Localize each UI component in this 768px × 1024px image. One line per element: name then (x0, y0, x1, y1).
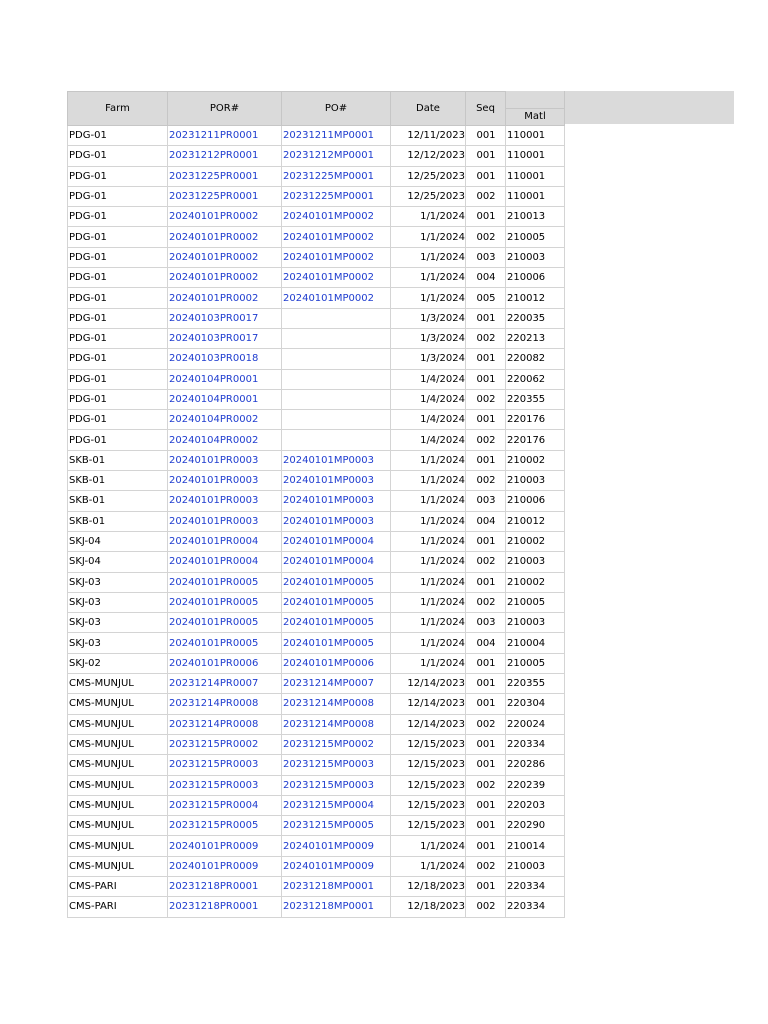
table-row (68, 146, 565, 166)
cell-farm: SKB-01 (68, 511, 168, 531)
table-row (68, 674, 565, 694)
cell-por[interactable]: 20231218PR0001 (168, 897, 282, 917)
cell-matl: 210003 (506, 552, 565, 572)
cell-matl: 210005 (506, 653, 565, 673)
report-table (67, 91, 565, 918)
cell-farm: SKB-01 (68, 450, 168, 470)
cell-farm: CMS-MUNJUL (68, 694, 168, 714)
cell-seq: 003 (466, 247, 506, 267)
cell-matl: 220355 (506, 389, 565, 409)
cell-date: 12/14/2023 (391, 674, 466, 694)
cell-date: 12/15/2023 (391, 775, 466, 795)
table-row (68, 531, 565, 551)
cell-matl: 210003 (506, 613, 565, 633)
cell-seq: 001 (466, 349, 506, 369)
cell-farm: PDG-01 (68, 288, 168, 308)
cell-farm: PDG-01 (68, 328, 168, 348)
cell-seq: 001 (466, 653, 506, 673)
cell-seq: 003 (466, 613, 506, 633)
cell-por[interactable]: 20240101PR0004 (168, 552, 282, 572)
cell-po[interactable]: 20240101MP0005 (282, 572, 391, 592)
table-row (68, 572, 565, 592)
cell-matl: 210002 (506, 531, 565, 551)
table-body (68, 126, 565, 918)
cell-date: 1/4/2024 (391, 389, 466, 409)
table-row (68, 714, 565, 734)
cell-po[interactable]: 20240101MP0002 (282, 288, 391, 308)
cell-date: 1/1/2024 (391, 653, 466, 673)
table-row (68, 369, 565, 389)
cell-farm: CMS-PARI (68, 876, 168, 896)
table-row (68, 186, 565, 206)
cell-date: 1/1/2024 (391, 247, 466, 267)
cell-date: 12/25/2023 (391, 186, 466, 206)
cell-matl: 220203 (506, 795, 565, 815)
cell-date: 1/1/2024 (391, 207, 466, 227)
cell-por[interactable]: 20240101PR0003 (168, 491, 282, 511)
cell-farm: CMS-MUNJUL (68, 836, 168, 856)
cell-po[interactable]: 20240101MP0006 (282, 653, 391, 673)
cell-farm: PDG-01 (68, 186, 168, 206)
cell-po[interactable]: 20240101MP0002 (282, 227, 391, 247)
cell-date: 12/15/2023 (391, 734, 466, 754)
cell-date: 12/18/2023 (391, 876, 466, 896)
cell-matl: 210005 (506, 227, 565, 247)
cell-seq: 005 (466, 288, 506, 308)
cell-matl: 220082 (506, 349, 565, 369)
cell-matl: 220334 (506, 897, 565, 917)
cell-date: 12/18/2023 (391, 897, 466, 917)
cell-po[interactable]: 20231215MP0005 (282, 816, 391, 836)
column-header-po[interactable]: PO# (282, 92, 391, 126)
cell-farm: SKJ-03 (68, 613, 168, 633)
table-row (68, 268, 565, 288)
cell-seq: 001 (466, 531, 506, 551)
cell-po[interactable]: 20231214MP0008 (282, 714, 391, 734)
column-header-por[interactable]: POR# (168, 92, 282, 126)
cell-por[interactable]: 20231225PR0001 (168, 186, 282, 206)
header-row (68, 92, 565, 126)
cell-seq: 002 (466, 186, 506, 206)
cell-seq: 004 (466, 511, 506, 531)
cell-matl: 220024 (506, 714, 565, 734)
cell-farm: SKB-01 (68, 471, 168, 491)
table-row (68, 328, 565, 348)
cell-por[interactable]: 20240101PR0005 (168, 613, 282, 633)
table-row (68, 410, 565, 430)
cell-por[interactable]: 20240104PR0002 (168, 430, 282, 450)
cell-seq: 001 (466, 674, 506, 694)
cell-farm: SKJ-03 (68, 633, 168, 653)
cell-por[interactable]: 20240101PR0002 (168, 288, 282, 308)
cell-farm: SKJ-02 (68, 653, 168, 673)
table-row (68, 471, 565, 491)
cell-seq: 001 (466, 369, 506, 389)
cell-por[interactable]: 20231214PR0008 (168, 694, 282, 714)
cell-date: 1/4/2024 (391, 430, 466, 450)
table-row (68, 734, 565, 754)
cell-date: 1/3/2024 (391, 308, 466, 328)
cell-date: 1/1/2024 (391, 836, 466, 856)
cell-por[interactable]: 20240104PR0002 (168, 410, 282, 430)
cell-date: 1/1/2024 (391, 491, 466, 511)
table-row (68, 126, 565, 146)
cell-farm: CMS-MUNJUL (68, 775, 168, 795)
cell-date: 1/1/2024 (391, 633, 466, 653)
cell-date: 1/1/2024 (391, 288, 466, 308)
cell-seq: 002 (466, 227, 506, 247)
cell-por[interactable]: 20231214PR0007 (168, 674, 282, 694)
table-row (68, 613, 565, 633)
cell-por[interactable]: 20240101PR0002 (168, 227, 282, 247)
cell-seq: 001 (466, 207, 506, 227)
cell-farm: CMS-PARI (68, 897, 168, 917)
cell-matl: 220035 (506, 308, 565, 328)
table-row (68, 166, 565, 186)
table-row (68, 694, 565, 714)
cell-date: 12/11/2023 (391, 126, 466, 146)
cell-date: 1/1/2024 (391, 450, 466, 470)
cell-date: 12/15/2023 (391, 755, 466, 775)
cell-farm: CMS-MUNJUL (68, 674, 168, 694)
cell-po[interactable]: 20231218MP0001 (282, 876, 391, 896)
cell-farm: CMS-MUNJUL (68, 714, 168, 734)
cell-po[interactable]: 20240101MP0003 (282, 471, 391, 491)
cell-farm: CMS-MUNJUL (68, 856, 168, 876)
cell-matl: 210012 (506, 288, 565, 308)
cell-po[interactable]: 20240101MP0009 (282, 836, 391, 856)
table-row (68, 816, 565, 836)
cell-farm: SKJ-03 (68, 572, 168, 592)
cell-matl: 210002 (506, 572, 565, 592)
cell-farm: PDG-01 (68, 268, 168, 288)
cell-date: 1/1/2024 (391, 471, 466, 491)
cell-farm: CMS-MUNJUL (68, 816, 168, 836)
cell-seq: 001 (466, 876, 506, 896)
cell-po (282, 389, 391, 409)
cell-matl: 220334 (506, 734, 565, 754)
cell-por[interactable]: 20240101PR0005 (168, 592, 282, 612)
table-row (68, 227, 565, 247)
cell-seq: 001 (466, 450, 506, 470)
cell-matl: 210003 (506, 247, 565, 267)
cell-matl: 220286 (506, 755, 565, 775)
table-row (68, 856, 565, 876)
cell-po[interactable]: 20240101MP0005 (282, 613, 391, 633)
cell-por[interactable]: 20231215PR0003 (168, 775, 282, 795)
cell-date: 1/1/2024 (391, 511, 466, 531)
cell-matl: 210014 (506, 836, 565, 856)
cell-farm: SKJ-04 (68, 531, 168, 551)
cell-por[interactable]: 20240103PR0017 (168, 308, 282, 328)
table-row (68, 349, 565, 369)
cell-seq: 001 (466, 410, 506, 430)
cell-matl: 210013 (506, 207, 565, 227)
cell-date: 12/12/2023 (391, 146, 466, 166)
table-row (68, 430, 565, 450)
cell-date: 1/1/2024 (391, 531, 466, 551)
cell-por[interactable]: 20240101PR0002 (168, 247, 282, 267)
cell-po[interactable]: 20231215MP0004 (282, 795, 391, 815)
cell-po[interactable]: 20240101MP0005 (282, 592, 391, 612)
table-row (68, 876, 565, 896)
cell-seq: 002 (466, 328, 506, 348)
cell-date: 1/1/2024 (391, 268, 466, 288)
cell-po[interactable]: 20231215MP0003 (282, 775, 391, 795)
cell-seq: 001 (466, 694, 506, 714)
cell-po[interactable]: 20240101MP0004 (282, 552, 391, 572)
cell-seq: 002 (466, 430, 506, 450)
cell-matl: 220355 (506, 674, 565, 694)
cell-matl: 210003 (506, 471, 565, 491)
cell-po[interactable]: 20231225MP0001 (282, 186, 391, 206)
cell-po[interactable]: 20231214MP0008 (282, 694, 391, 714)
cell-por[interactable]: 20240103PR0017 (168, 328, 282, 348)
cell-matl: 110001 (506, 126, 565, 146)
cell-po[interactable]: 20240101MP0003 (282, 491, 391, 511)
cell-po[interactable]: 20240101MP0002 (282, 247, 391, 267)
cell-por[interactable]: 20231215PR0005 (168, 816, 282, 836)
table-row (68, 207, 565, 227)
cell-seq: 001 (466, 755, 506, 775)
cell-seq: 004 (466, 633, 506, 653)
cell-matl: 210004 (506, 633, 565, 653)
cell-date: 1/3/2024 (391, 328, 466, 348)
cell-farm: PDG-01 (68, 126, 168, 146)
table-row (68, 491, 565, 511)
cell-po[interactable]: 20240101MP0003 (282, 511, 391, 531)
cell-seq: 001 (466, 166, 506, 186)
cell-farm: CMS-MUNJUL (68, 734, 168, 754)
cell-matl: 210002 (506, 450, 565, 470)
cell-por[interactable]: 20240101PR0002 (168, 268, 282, 288)
table-row (68, 288, 565, 308)
cell-farm: SKJ-03 (68, 592, 168, 612)
cell-matl: 210006 (506, 268, 565, 288)
cell-matl: 110001 (506, 166, 565, 186)
cell-po[interactable]: 20240101MP0004 (282, 531, 391, 551)
cell-seq: 002 (466, 856, 506, 876)
cell-seq: 001 (466, 816, 506, 836)
cell-por[interactable]: 20240101PR0009 (168, 836, 282, 856)
cell-por[interactable]: 20240101PR0006 (168, 653, 282, 673)
table-row (68, 755, 565, 775)
cell-seq: 001 (466, 126, 506, 146)
cell-date: 1/1/2024 (391, 592, 466, 612)
cell-seq: 001 (466, 146, 506, 166)
column-header-date[interactable]: Date (391, 92, 466, 126)
cell-date: 1/4/2024 (391, 369, 466, 389)
cell-date: 12/14/2023 (391, 694, 466, 714)
cell-po[interactable]: 20231225MP0001 (282, 166, 391, 186)
cell-seq: 002 (466, 389, 506, 409)
cell-por[interactable]: 20240103PR0018 (168, 349, 282, 369)
cell-farm: SKB-01 (68, 491, 168, 511)
cell-farm: PDG-01 (68, 207, 168, 227)
table-row (68, 836, 565, 856)
cell-farm: PDG-01 (68, 247, 168, 267)
table-row (68, 308, 565, 328)
cell-seq: 002 (466, 897, 506, 917)
cell-farm: PDG-01 (68, 146, 168, 166)
cell-farm: PDG-01 (68, 389, 168, 409)
cell-seq: 002 (466, 714, 506, 734)
cell-date: 12/15/2023 (391, 816, 466, 836)
cell-por[interactable]: 20240101PR0002 (168, 207, 282, 227)
column-header-seq[interactable]: Seq (466, 92, 506, 126)
cell-po[interactable]: 20240101MP0009 (282, 856, 391, 876)
cell-matl: 210005 (506, 592, 565, 612)
cell-seq: 002 (466, 592, 506, 612)
cell-farm: SKJ-04 (68, 552, 168, 572)
cell-farm: PDG-01 (68, 227, 168, 247)
cell-date: 1/4/2024 (391, 410, 466, 430)
cell-po[interactable]: 20231211MP0001 (282, 126, 391, 146)
cell-seq: 004 (466, 268, 506, 288)
cell-date: 1/1/2024 (391, 572, 466, 592)
cell-matl: 210003 (506, 856, 565, 876)
cell-date: 1/1/2024 (391, 856, 466, 876)
cell-po[interactable]: 20240101MP0003 (282, 450, 391, 470)
cell-por[interactable]: 20231214PR0008 (168, 714, 282, 734)
cell-farm: CMS-MUNJUL (68, 755, 168, 775)
table-row (68, 633, 565, 653)
cell-po (282, 328, 391, 348)
cell-por[interactable]: 20240101PR0005 (168, 572, 282, 592)
cell-matl: 110001 (506, 186, 565, 206)
cell-por[interactable]: 20240104PR0001 (168, 369, 282, 389)
cell-farm: PDG-01 (68, 349, 168, 369)
cell-po[interactable]: 20231215MP0002 (282, 734, 391, 754)
cell-matl: 210012 (506, 511, 565, 531)
cell-po[interactable]: 20231215MP0003 (282, 755, 391, 775)
table-row (68, 450, 565, 470)
cell-seq: 002 (466, 471, 506, 491)
cell-seq: 001 (466, 572, 506, 592)
cell-po[interactable]: 20240101MP0002 (282, 268, 391, 288)
cell-matl: 220176 (506, 410, 565, 430)
cell-date: 1/1/2024 (391, 552, 466, 572)
cell-seq: 001 (466, 795, 506, 815)
cell-por[interactable]: 20231215PR0004 (168, 795, 282, 815)
cell-po[interactable]: 20231214MP0007 (282, 674, 391, 694)
cell-por[interactable]: 20240101PR0009 (168, 856, 282, 876)
cell-farm: PDG-01 (68, 369, 168, 389)
table-row (68, 795, 565, 815)
cell-matl: 220176 (506, 430, 565, 450)
table-row (68, 247, 565, 267)
cell-por[interactable]: 20231225PR0001 (168, 166, 282, 186)
cell-seq: 002 (466, 552, 506, 572)
cell-farm: PDG-01 (68, 308, 168, 328)
table-row (68, 552, 565, 572)
table-row (68, 897, 565, 917)
cell-matl: 220334 (506, 876, 565, 896)
cell-po (282, 308, 391, 328)
cell-por[interactable]: 20240101PR0004 (168, 531, 282, 551)
cell-matl: 220304 (506, 694, 565, 714)
cell-por[interactable]: 20231212PR0001 (168, 146, 282, 166)
cell-por[interactable]: 20231218PR0001 (168, 876, 282, 896)
cell-matl: 220213 (506, 328, 565, 348)
cell-farm: PDG-01 (68, 410, 168, 430)
cell-date: 1/3/2024 (391, 349, 466, 369)
column-header-farm[interactable]: Farm (68, 92, 168, 126)
cell-date: 1/1/2024 (391, 227, 466, 247)
cell-farm: PDG-01 (68, 166, 168, 186)
cell-matl: 110001 (506, 146, 565, 166)
table-row (68, 389, 565, 409)
cell-po (282, 369, 391, 389)
cell-matl: 210006 (506, 491, 565, 511)
cell-por[interactable]: 20231211PR0001 (168, 126, 282, 146)
cell-farm: PDG-01 (68, 430, 168, 450)
cell-por[interactable]: 20231215PR0003 (168, 755, 282, 775)
cell-po[interactable]: 20231218MP0001 (282, 897, 391, 917)
cell-por[interactable]: 20240101PR0003 (168, 511, 282, 531)
cell-farm: CMS-MUNJUL (68, 795, 168, 815)
cell-po[interactable]: 20240101MP0002 (282, 207, 391, 227)
cell-seq: 003 (466, 491, 506, 511)
column-header-matl-label: Matl (506, 108, 564, 125)
cell-por[interactable]: 20231215PR0002 (168, 734, 282, 754)
cell-po[interactable]: 20231212MP0001 (282, 146, 391, 166)
table-row (68, 775, 565, 795)
cell-date: 12/25/2023 (391, 166, 466, 186)
cell-seq: 001 (466, 308, 506, 328)
table-row (68, 653, 565, 673)
cell-po (282, 430, 391, 450)
cell-matl: 220062 (506, 369, 565, 389)
cell-po[interactable]: 20240101MP0005 (282, 633, 391, 653)
cell-seq: 002 (466, 775, 506, 795)
cell-matl: 220290 (506, 816, 565, 836)
cell-seq: 001 (466, 836, 506, 856)
cell-po (282, 410, 391, 430)
cell-po (282, 349, 391, 369)
cell-por[interactable]: 20240104PR0001 (168, 389, 282, 409)
cell-date: 12/14/2023 (391, 714, 466, 734)
cell-date: 1/1/2024 (391, 613, 466, 633)
column-header-matl[interactable] (506, 92, 565, 126)
cell-date: 12/15/2023 (391, 795, 466, 815)
cell-seq: 001 (466, 734, 506, 754)
table-row (68, 511, 565, 531)
cell-por[interactable]: 20240101PR0005 (168, 633, 282, 653)
cell-por[interactable]: 20240101PR0003 (168, 471, 282, 491)
table-row (68, 592, 565, 612)
cell-matl: 220239 (506, 775, 565, 795)
cell-por[interactable]: 20240101PR0003 (168, 450, 282, 470)
